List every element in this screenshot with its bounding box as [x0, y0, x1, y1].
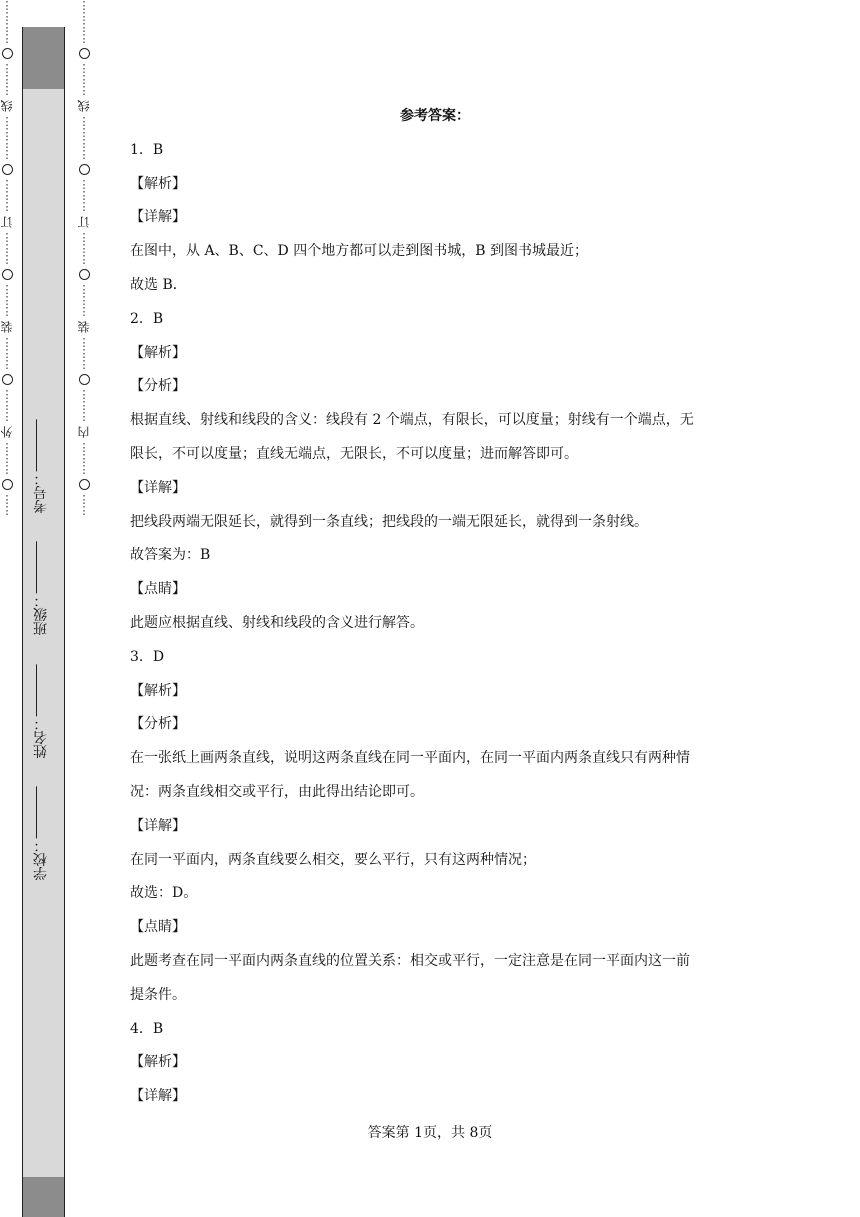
answer-line: 在一张纸上画两条直线，说明这两条直线在同一平面内，在同一平面内两条直线只有两种情	[130, 750, 690, 767]
inner-label-line: 线	[77, 100, 91, 112]
binding-hole-marker	[79, 479, 90, 490]
inner-label-inside: 内	[77, 426, 91, 438]
band-dark-top	[23, 27, 64, 89]
answer-line: 【详解】	[130, 209, 186, 226]
answer-line: 4．B	[130, 1020, 164, 1037]
answer-line: 此题应根据直线、射线和线段的含义进行解答。	[130, 614, 424, 631]
answer-line: 故答案为：B	[130, 547, 211, 564]
outer-label-bind: 装	[0, 321, 14, 333]
binding-hole-marker	[2, 269, 13, 280]
answer-line: 在同一平面内，两条直线要么相交，要么平行，只有这两种情况；	[130, 851, 536, 868]
inner-label-bind: 装	[77, 321, 91, 333]
outer-binding-dots: ⋮ ⋮ ⋮ ⋮ ⋮ ⋮ ⋮ 线 ⋮ ⋮ ⋮ ⋮ ⋮ ⋮ ⋮ 订 ⋮ ⋮ ⋮ ⋮ ⋮ ⋮ 装 ⋮ ⋮ ⋮ ⋮ ⋮ ⋮ 外 ⋮ ⋮ ⋮ ⋮ ⋮	[0, 0, 14, 517]
binding-hole-marker	[2, 374, 13, 385]
inner-binding-dots: ⋮ ⋮ ⋮ ⋮ ⋮ ⋮ ⋮ 线 ⋮ ⋮ ⋮ ⋮ ⋮ ⋮ ⋮ 订 ⋮ ⋮ ⋮ ⋮ ⋮ ⋮ 装 ⋮ ⋮ ⋮ ⋮ ⋮ ⋮ 内 ⋮ ⋮ ⋮ ⋮ ⋮	[77, 0, 91, 517]
inner-label-order: 订	[77, 216, 91, 228]
answer-line: 况：两条直线相交或平行，由此得出结论即可。	[130, 783, 424, 800]
answer-line: 【解析】	[130, 682, 186, 699]
exam-number-field[interactable]: 考号：	[31, 419, 51, 513]
answer-line: 故选：D。	[130, 885, 198, 902]
answer-line: 【解析】	[130, 1054, 186, 1071]
binding-hole-marker	[79, 48, 90, 59]
answer-line: 此题考查在同一平面内两条直线的位置关系：相交或平行，一定注意是在同一平面内这一前	[130, 952, 690, 969]
binding-hole-marker	[2, 48, 13, 59]
answer-line: 【详解】	[130, 1088, 186, 1105]
answer-line: 【解析】	[130, 344, 186, 361]
answer-line: 【详解】	[130, 817, 186, 834]
binding-hole-marker	[79, 374, 90, 385]
answer-content	[130, 100, 740, 1114]
binding-hole-marker	[79, 269, 90, 280]
outer-label-order: 订	[0, 216, 14, 228]
answer-line: 【详解】	[130, 479, 186, 496]
page-title: 参考答案：	[400, 108, 470, 124]
answer-line: 1．B	[130, 141, 164, 158]
answer-lines	[130, 134, 740, 1114]
outer-label-outside: 外	[0, 426, 14, 438]
answer-line: 【点睛】	[130, 581, 186, 598]
answer-line: 在图中，从 A、B、C、D 四个地方都可以走到图书城，B 到图书城最近；	[130, 243, 588, 260]
outer-label-line: 线	[0, 100, 14, 112]
answer-line: 【分析】	[130, 378, 186, 395]
student-info-fields	[31, 407, 51, 892]
school-field[interactable]: 学校：	[31, 786, 51, 880]
answer-line: 限长，不可以度量；直线无端点，无限长，不可以度量；进而解答即可。	[130, 445, 578, 462]
class-field[interactable]: 班级：	[31, 541, 51, 635]
binding-hole-marker	[2, 479, 13, 490]
answer-line: 根据直线、射线和线段的含义：线段有 2 个端点，有限长，可以度量；射线有一个端点，无	[130, 412, 694, 429]
answer-line: 2．B	[130, 310, 164, 327]
answer-line: 【解析】	[130, 175, 186, 192]
answer-line: 提条件。	[130, 986, 186, 1003]
binding-hole-marker	[79, 164, 90, 175]
answer-line: 故选 B．	[130, 276, 187, 293]
name-field[interactable]: 姓名：	[31, 664, 51, 758]
answer-line: 【点睛】	[130, 919, 186, 936]
binding-band	[22, 27, 65, 1217]
answer-line: 【分析】	[130, 716, 186, 733]
page-footer: 答案第 1页，共 8页	[367, 1125, 493, 1141]
binding-hole-marker	[2, 164, 13, 175]
band-dark-bottom	[23, 1177, 64, 1217]
answer-line: 把线段两端无限延长，就得到一条直线；把线段的一端无限延长，就得到一条射线。	[130, 513, 648, 530]
answer-line: 3．D	[130, 648, 165, 665]
